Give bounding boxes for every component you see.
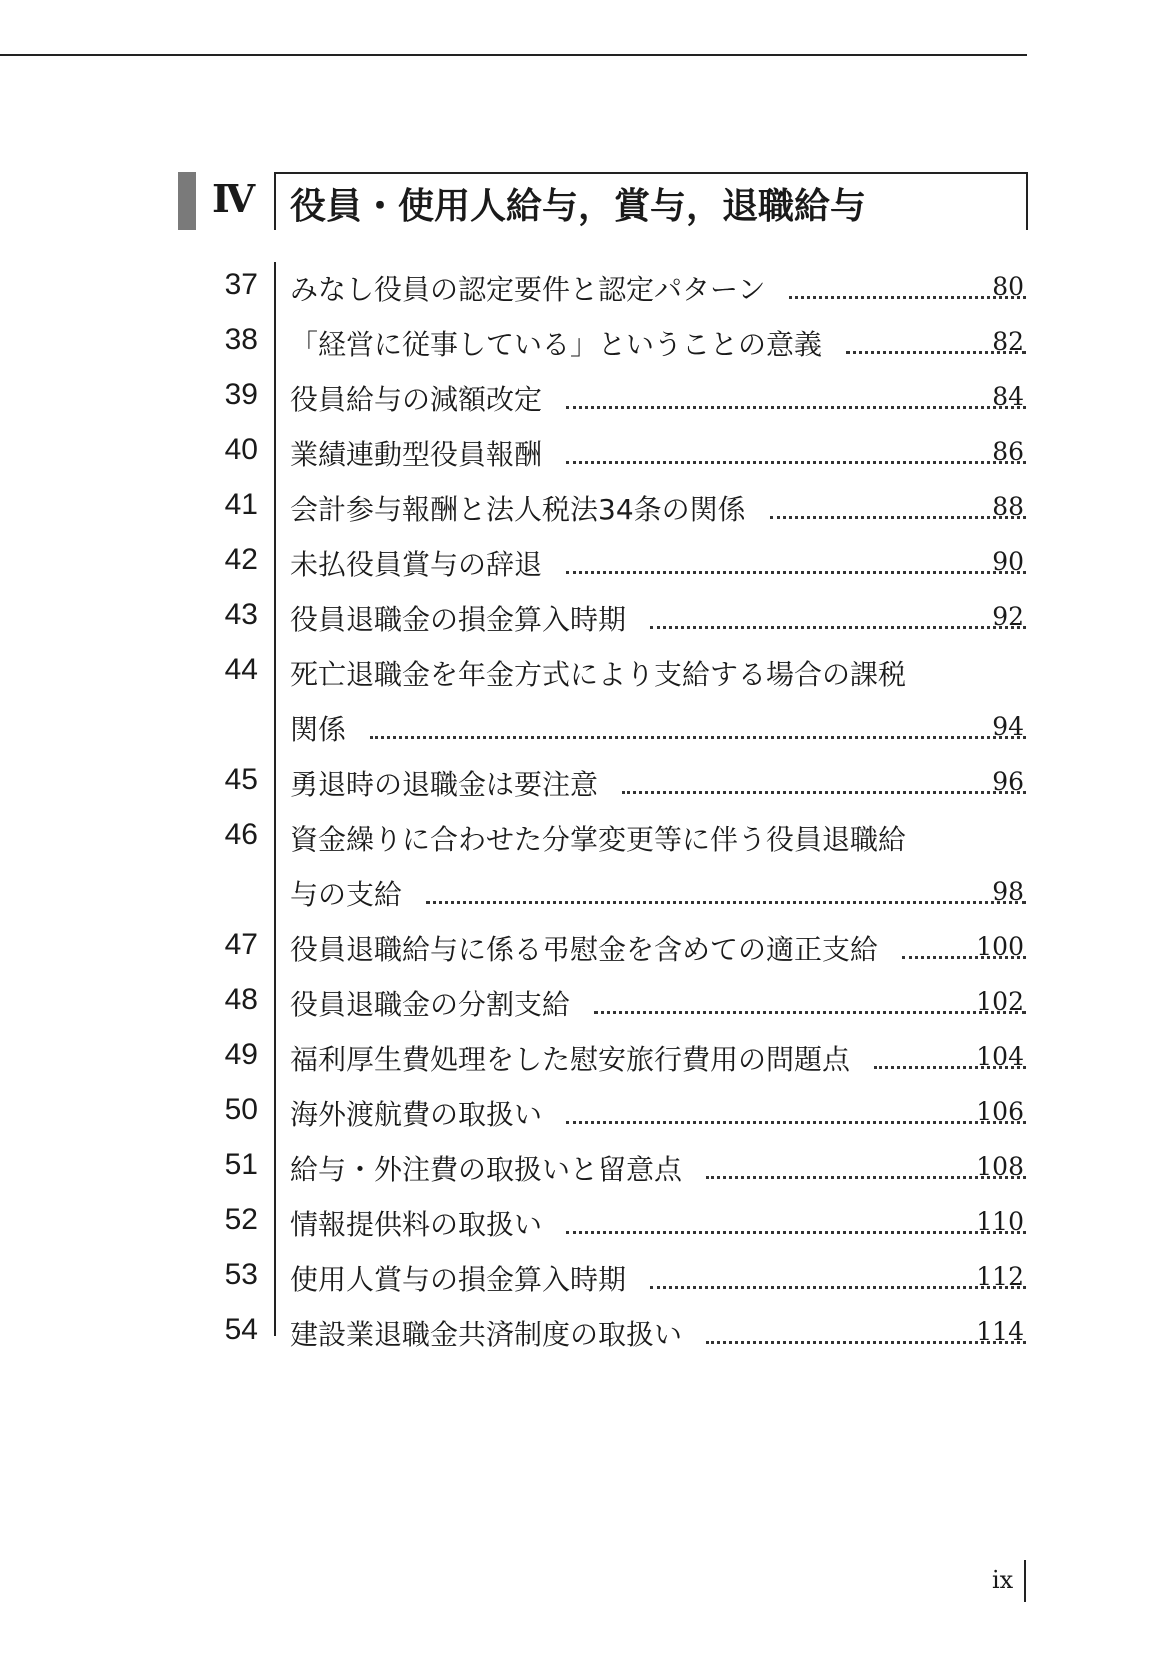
chapter-top-rule (274, 172, 1026, 174)
toc-item-page: 96 (992, 767, 1024, 796)
toc-row[interactable] (0, 592, 1166, 647)
toc-item-page: 86 (992, 437, 1024, 466)
chapter-divider (274, 174, 276, 230)
toc-item-title: 役員給与の減額改定 (290, 383, 543, 416)
toc-item-title: 建設業退職金共済制度の取扱い (290, 1318, 683, 1351)
toc-item-title: 死亡退職金を年金方式により支給する場合の課税 (290, 658, 907, 691)
toc-item-title: 勇退時の退職金は要注意 (290, 768, 599, 801)
toc-row[interactable] (0, 1252, 1166, 1307)
chapter-title: 役員・使用人給与，賞与，退職給与 (290, 186, 867, 227)
chapter-number: Ⅳ (212, 176, 254, 221)
folio-rule (1024, 1560, 1026, 1602)
toc-row[interactable] (0, 922, 1166, 977)
toc-row[interactable] (0, 317, 1166, 372)
toc-item-number: 37 (224, 268, 258, 301)
toc-item-page: 106 (976, 1097, 1024, 1126)
toc-item-title: みなし役員の認定要件と認定パターン (290, 273, 766, 306)
toc-item-title: 給与・外注費の取扱いと留意点 (290, 1153, 683, 1186)
toc-item-number: 39 (224, 378, 258, 411)
toc-item-title: 未払役員賞与の辞退 (290, 548, 543, 581)
toc-item-page: 94 (992, 712, 1024, 741)
toc-row[interactable] (0, 482, 1166, 537)
toc-row[interactable] (0, 977, 1166, 1032)
toc-item-page: 90 (992, 547, 1024, 576)
toc-item-number: 48 (224, 983, 258, 1016)
toc-item-title: 会計参与報酬と法人税法34条の関係 (290, 493, 746, 526)
toc-item-number: 47 (224, 928, 258, 961)
toc-item-page: 84 (992, 382, 1024, 411)
toc-item-number: 54 (224, 1313, 258, 1346)
toc-item-title: 役員退職金の分割支給 (290, 988, 571, 1021)
toc-item-page: 92 (992, 602, 1024, 631)
toc-row[interactable] (0, 1197, 1166, 1252)
toc-list (0, 262, 1166, 1362)
toc-row[interactable] (0, 647, 1166, 702)
toc-item-line (290, 818, 1026, 858)
toc-item-title: 役員退職給与に係る弔慰金を含めての適正支給 (290, 933, 879, 966)
toc-row[interactable] (0, 1307, 1166, 1362)
toc-item-title: 海外渡航費の取扱い (290, 1098, 543, 1131)
chapter-accent-bar (178, 172, 196, 230)
toc-item-page: 100 (976, 932, 1024, 961)
toc-item-title: 関係 (290, 713, 347, 746)
toc-item-number: 40 (224, 433, 258, 466)
toc-item-page: 80 (992, 272, 1024, 301)
toc-item-title: 資金繰りに合わせた分掌変更等に伴う役員退職給 (290, 823, 907, 856)
toc-item-number: 38 (224, 323, 258, 356)
toc-item-title: 「経営に従事している」ということの意義 (290, 328, 823, 361)
toc-row[interactable] (0, 537, 1166, 592)
toc-item-page: 110 (976, 1207, 1024, 1236)
toc-item-page: 82 (992, 327, 1024, 356)
toc-item-title: 与の支給 (290, 878, 403, 911)
toc-item-page: 114 (976, 1317, 1024, 1346)
toc-item-number: 44 (224, 653, 258, 686)
toc-item-page: 102 (976, 987, 1024, 1016)
toc-item-number: 41 (224, 488, 258, 521)
toc-item-page: 88 (992, 492, 1024, 521)
toc-item-number: 46 (224, 818, 258, 851)
toc-item-number: 51 (224, 1148, 258, 1181)
toc-row[interactable] (0, 1032, 1166, 1087)
toc-item-page: 104 (976, 1042, 1024, 1071)
top-rule (0, 54, 1027, 56)
toc-item-title: 福利厚生費処理をした慰安旅行費用の問題点 (290, 1043, 851, 1076)
toc-row[interactable] (0, 262, 1166, 317)
toc-item-page: 98 (992, 877, 1024, 906)
page-folio: ix (992, 1566, 1014, 1594)
toc-item-number: 50 (224, 1093, 258, 1126)
toc-row[interactable] (0, 757, 1166, 812)
toc-item-number: 42 (224, 543, 258, 576)
toc-item-number: 43 (224, 598, 258, 631)
toc-row[interactable] (0, 812, 1166, 867)
toc-item-title: 役員退職金の損金算入時期 (290, 603, 627, 636)
toc-item-number: 45 (224, 763, 258, 796)
toc-row[interactable] (0, 427, 1166, 482)
toc-item-title: 業績連動型役員報酬 (290, 438, 543, 471)
toc-item-number: 49 (224, 1038, 258, 1071)
toc-item-title: 情報提供料の取扱い (290, 1208, 543, 1241)
toc-item-line (290, 653, 1026, 693)
toc-item-page: 108 (976, 1152, 1024, 1181)
chapter-header (178, 172, 1028, 230)
chapter-right-rule (1026, 172, 1028, 230)
toc-row[interactable] (0, 1087, 1166, 1142)
toc-row[interactable] (0, 867, 1166, 922)
toc-row[interactable] (0, 372, 1166, 427)
toc-row[interactable] (0, 1142, 1166, 1197)
toc-item-number: 52 (224, 1203, 258, 1236)
toc-row[interactable] (0, 702, 1166, 757)
toc-item-number: 53 (224, 1258, 258, 1291)
toc-item-title: 使用人賞与の損金算入時期 (290, 1263, 627, 1296)
toc-item-page: 112 (976, 1262, 1024, 1291)
